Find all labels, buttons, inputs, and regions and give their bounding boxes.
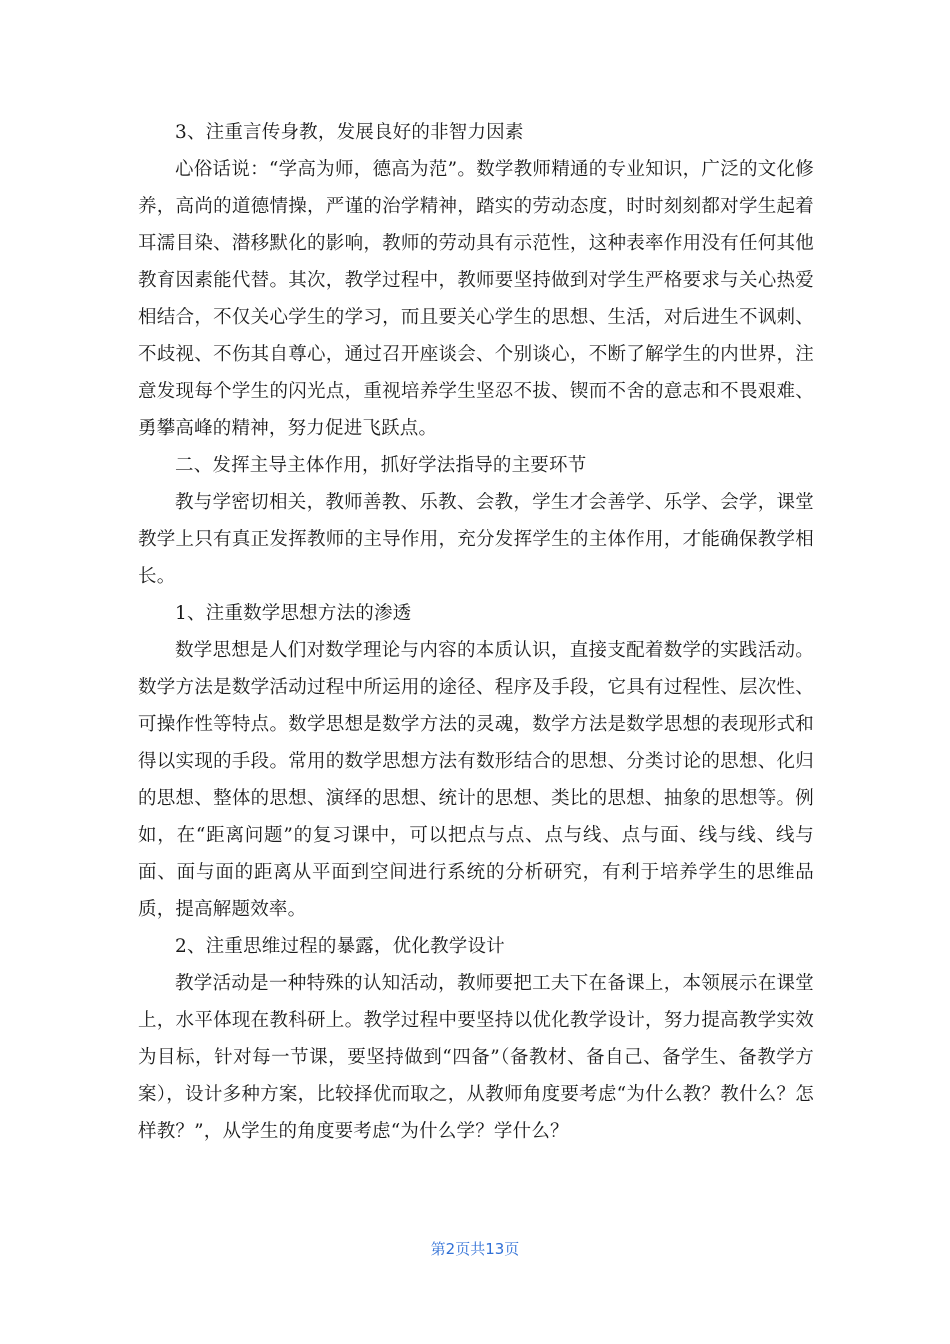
paragraph: 心俗话说：“学高为师，德高为范”。数学教师精通的专业知识，广泛的文化修养，高尚的道德情操，严谨的治学精神，踏实的劳动态度，时时刻刻都对学生起着耳濡目染、潜移默化的影响，教师的劳动具有示范性，这种表率作用没有任何其他教育因素能代替。其次，教学过程中，教师要坚持做到对学生严格要求与关心热爱相结合，不仅关心学生的学习，而且要关心学生的思想、生活，对后进生不讽刺、不歧视、不伤其自尊心，通过召开座谈会、个别谈心，不断了解学生的内世界，注意发现每个学生的闪光点，重视培养学生坚忍不拔、锲而不舍的意志和不畏艰难、勇攀高峰的精神，努力促进飞跃点。 (138, 159, 814, 439)
document-body (138, 114, 814, 1150)
paragraph: 教学活动是一种特殊的认知活动，教师要把工夫下在备课上，本领展示在课堂上，水平体现在教科研上。教学过程中要坚持以优化教学设计，努力提高教学实效为目标，针对每一节课，要坚持做到“四备”（备教材、备自己、备学生、备教学方案），设计多种方案，比较择优而取之，从教师角度要考虑“为什么教？教什么？怎样教？”，从学生的角度要考虑“为什么学？学什么？ (138, 973, 814, 1142)
paragraph: 数学思想是人们对数学理论与内容的本质认识，直接支配着数学的实践活动。数学方法是数学活动过程中所运用的途径、程序及手段，它具有过程性、层次性、可操作性等特点。数学思想是数学方法的灵魂，数学方法是数学思想的表现形式和得以实现的手段。常用的数学思想方法有数形结合的思想、分类讨论的思想、化归的思想、整体的思想、演绎的思想、统计的思想、类比的思想、抽象的思想等。例如，在“距离问题”的复习课中，可以把点与点、点与线、点与面、线与线、线与面、面与面的距离从平面到空间进行系统的分析研究，有利于培养学生的思维品质，提高解题效率。 (138, 640, 814, 920)
section-heading-2b: 2、注重思维过程的暴露，优化教学设计 (175, 936, 505, 957)
section-heading-3: 3、注重言传身教，发展良好的非智力因素 (175, 122, 524, 143)
section-heading-2: 二、发挥主导主体作用，抓好学法指导的主要环节 (175, 455, 587, 476)
page-number-footer: 第2页共13页 (430, 1240, 520, 1258)
paragraph: 教与学密切相关，教师善教、乐教、会教，学生才会善学、乐学、会学，课堂教学上只有真正发挥教师的主导作用，充分发挥学生的主体作用，才能确保教学相长。 (138, 492, 814, 587)
section-heading-1: 1、注重数学思想方法的渗透 (175, 603, 412, 624)
